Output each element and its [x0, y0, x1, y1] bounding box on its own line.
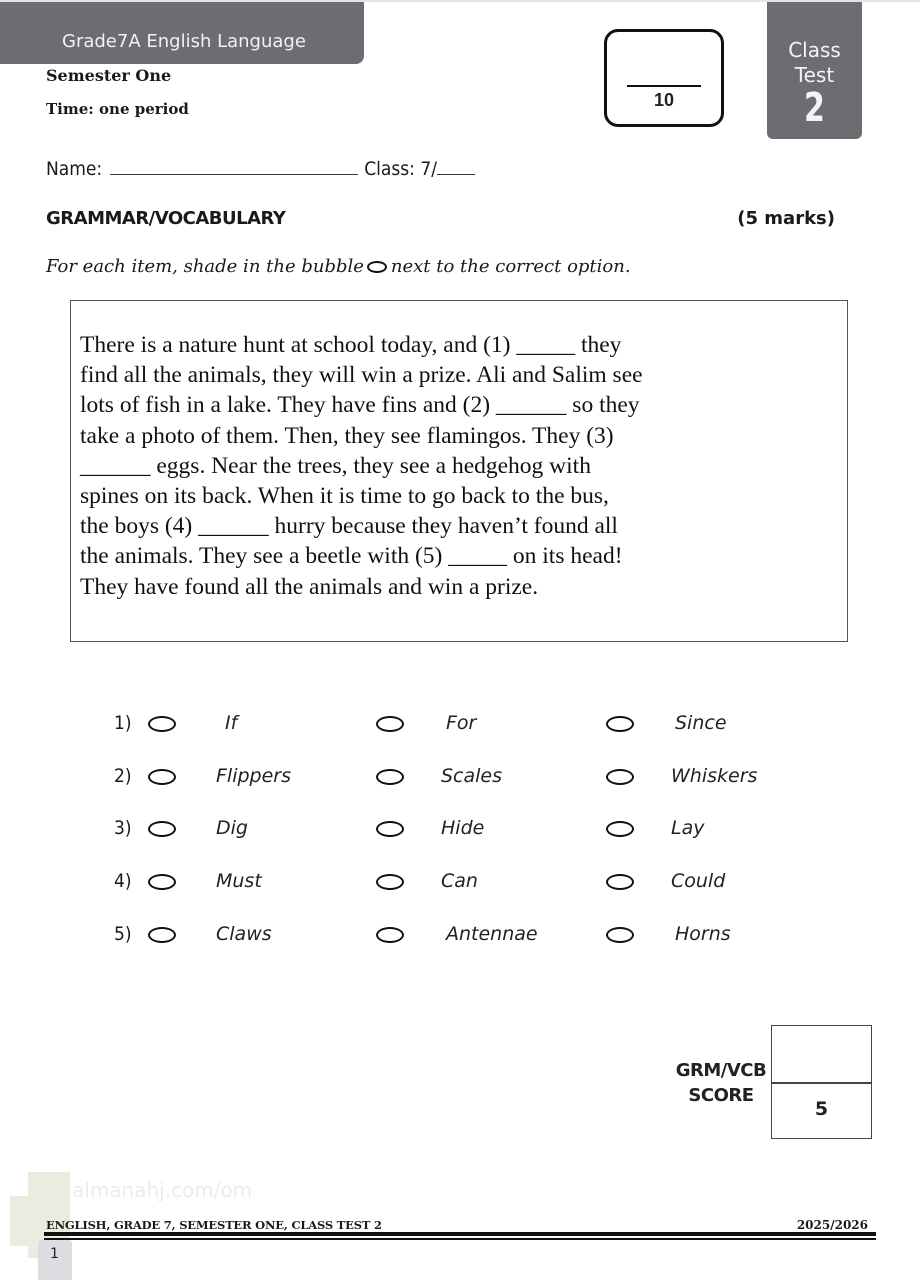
option-label: Lay — [671, 817, 705, 839]
question-row — [0, 860, 920, 900]
score-label-line1: GRM/VCB — [675, 1060, 767, 1081]
section-score-max: 5 — [814, 1098, 829, 1120]
instruction — [46, 256, 631, 277]
question-number: 2) — [114, 765, 132, 787]
student-info-row — [46, 156, 475, 180]
option-label: Claws — [216, 923, 272, 945]
section-score-box — [771, 1025, 872, 1139]
footer-rule — [44, 1232, 876, 1236]
section-marks: (5 marks) — [737, 208, 835, 229]
passage-line: spines on its back. When it is time to go back to the bus, — [80, 483, 609, 510]
passage-line: the boys (4) ______ hurry because they haven’t found all — [80, 513, 618, 540]
semester-label: Semester One — [46, 66, 172, 85]
instruction-text-after: next to the correct option. — [390, 256, 631, 277]
section-score-label — [664, 1058, 778, 1108]
option-label: Must — [216, 870, 262, 892]
score-label-line2: SCORE — [688, 1085, 754, 1106]
option-label: Dig — [216, 817, 248, 839]
score-total: 10 — [653, 90, 675, 110]
score-fraction-line — [627, 85, 701, 87]
answer-bubble[interactable] — [148, 769, 176, 785]
class-test-line1: Class — [788, 38, 841, 62]
passage-line: ______ eggs. Near the trees, they see a hedgehog with — [80, 452, 591, 479]
question-row — [0, 913, 920, 953]
option-label: Hide — [441, 817, 485, 839]
name-label: Name: — [46, 158, 103, 180]
footer-year: 2025/2026 — [796, 1218, 868, 1232]
answer-bubble[interactable] — [148, 927, 176, 943]
option-label: Could — [671, 870, 726, 892]
class-field[interactable] — [437, 156, 475, 175]
question-row — [0, 702, 920, 742]
answer-bubble[interactable] — [148, 716, 176, 732]
passage-line: lots of fish in a lake. They have fins and (2) ______ so they — [80, 392, 640, 419]
bubble-icon — [367, 261, 387, 273]
watermark-text: almanahj.com/om — [72, 1178, 253, 1202]
answer-bubble[interactable] — [376, 716, 404, 732]
answer-bubble[interactable] — [606, 769, 634, 785]
passage-line: They have found all the animals and win a prize. — [80, 573, 539, 600]
passage-line: There is a nature hunt at school today, and (1) _____ they — [80, 332, 622, 358]
name-field[interactable] — [110, 156, 358, 175]
class-test-number: 2 — [804, 85, 825, 131]
option-label: Scales — [441, 765, 503, 787]
option-label: Since — [675, 712, 727, 734]
title-banner — [0, 2, 364, 64]
class-label: Class: 7/ — [364, 158, 438, 180]
question-number: 4) — [114, 870, 132, 892]
question-number: 1) — [114, 712, 132, 734]
answer-bubble[interactable] — [606, 927, 634, 943]
answer-bubble[interactable] — [148, 821, 176, 837]
score-divider — [772, 1082, 871, 1084]
answer-bubble[interactable] — [606, 821, 634, 837]
question-number: 5) — [114, 923, 132, 945]
answer-bubble[interactable] — [376, 821, 404, 837]
answer-bubble[interactable] — [606, 874, 634, 890]
answer-bubble[interactable] — [376, 769, 404, 785]
total-score-box — [604, 29, 724, 127]
page-number-tab — [38, 1240, 72, 1280]
passage-line: the animals. They see a beetle with (5) _____ on its head! — [80, 543, 623, 570]
option-label: If — [225, 712, 238, 734]
banner-title: Grade7A English Language — [62, 30, 306, 52]
answer-bubble[interactable] — [606, 716, 634, 732]
instruction-text-before: For each item, shade in the bubble — [46, 256, 364, 277]
question-number: 3) — [114, 817, 132, 839]
watermark-block — [10, 1196, 40, 1246]
question-row — [0, 755, 920, 795]
section-title: GRAMMAR/VOCABULARY — [46, 208, 286, 229]
option-label: Flippers — [216, 765, 292, 787]
passage — [80, 330, 740, 602]
option-label: Whiskers — [671, 765, 758, 787]
answer-bubble[interactable] — [376, 927, 404, 943]
footer-title: ENGLISH, GRADE 7, SEMESTER ONE, CLASS TEST 2 — [46, 1218, 382, 1232]
class-test-line2: Test — [794, 63, 835, 87]
class-test-badge — [767, 2, 862, 139]
option-label: Antennae — [446, 923, 538, 945]
page-number: 1 — [50, 1246, 59, 1262]
time-label: Time: one period — [46, 100, 189, 118]
option-label: Horns — [675, 923, 731, 945]
question-row — [0, 807, 920, 847]
passage-line: take a photo of them. Then, they see flamingos. They (3) — [80, 422, 614, 449]
option-label: Can — [441, 870, 478, 892]
footer-rule — [44, 1238, 876, 1240]
answer-bubble[interactable] — [148, 874, 176, 890]
answer-bubble[interactable] — [376, 874, 404, 890]
option-label: For — [446, 712, 477, 734]
passage-line: find all the animals, they will win a prize. Ali and Salim see — [80, 362, 643, 389]
